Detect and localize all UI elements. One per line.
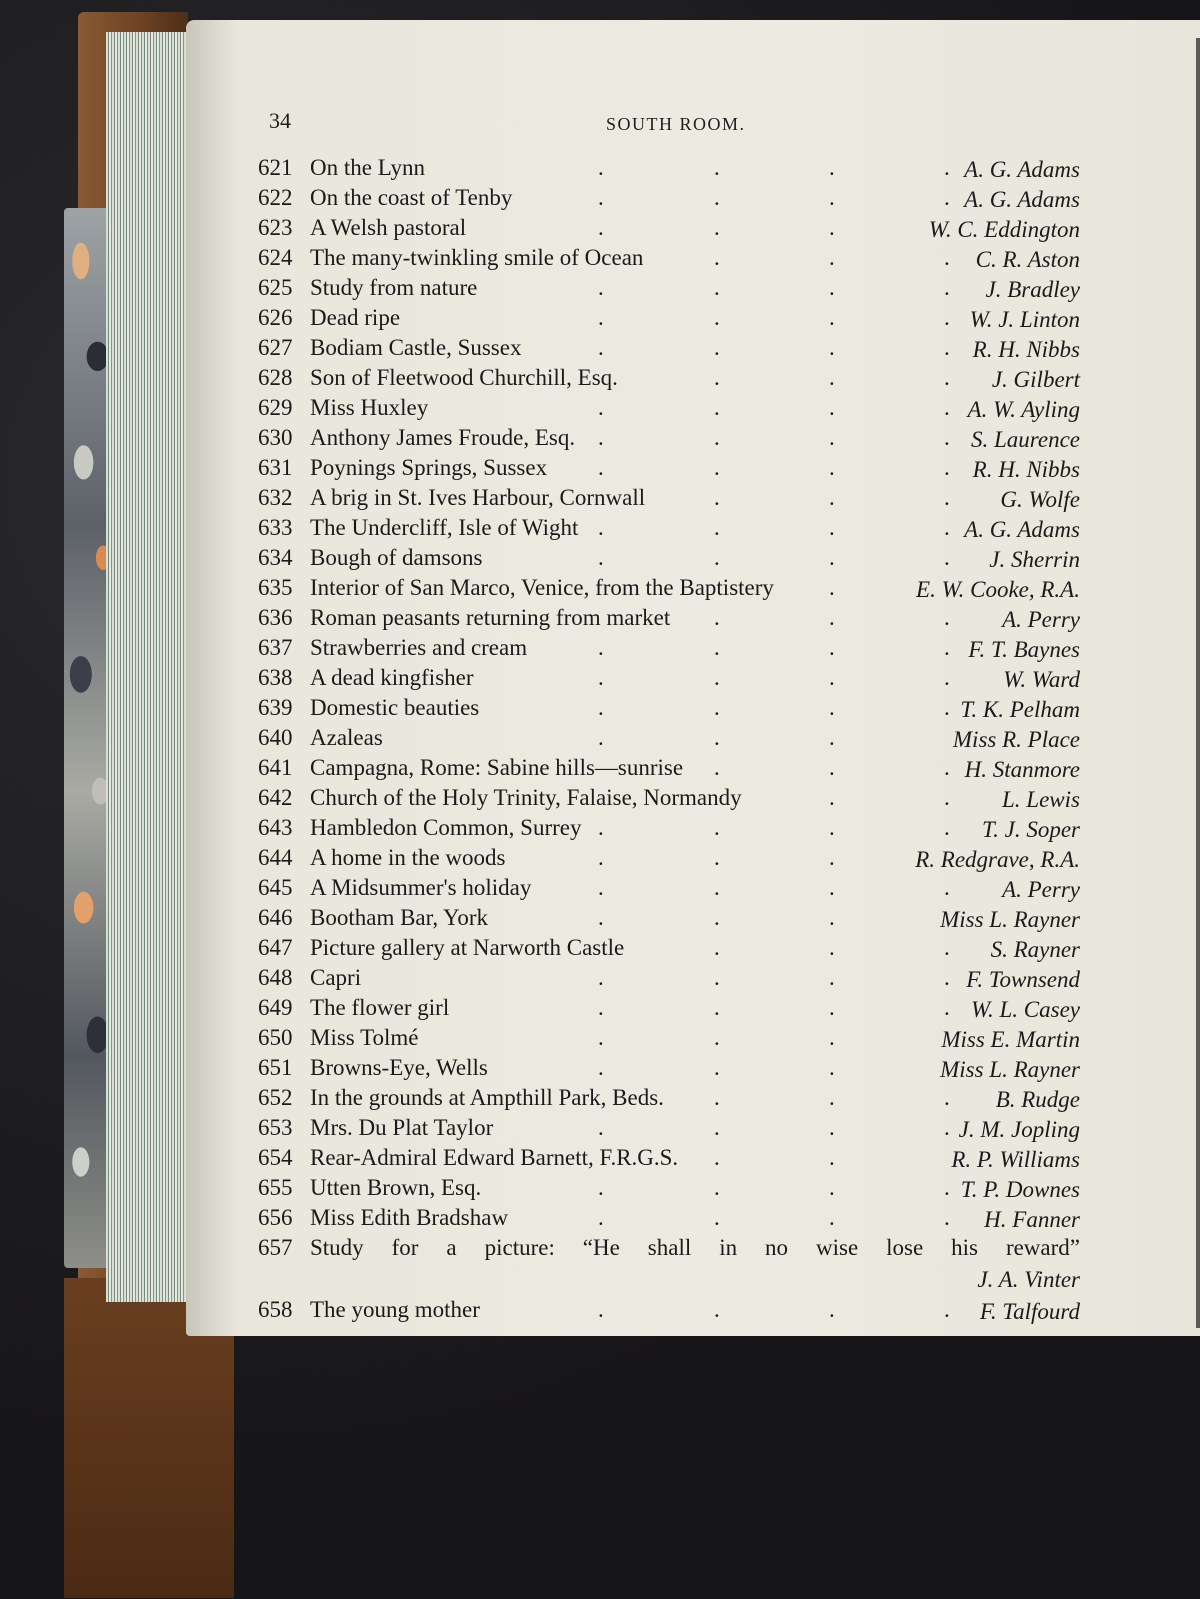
entry-number: 639 (258, 695, 293, 720)
leader-dot: . (944, 815, 950, 840)
catalogue-entry (258, 813, 1080, 843)
catalogue-entry (258, 423, 1080, 453)
leader-dot: . (829, 275, 835, 300)
leader-dot: . (829, 215, 835, 240)
leader-dot: . (944, 1115, 950, 1140)
catalogue-entry (258, 1173, 1080, 1203)
leader-dot: . (829, 725, 835, 750)
entry-number: 635 (258, 575, 293, 600)
entry-title: Capri (310, 965, 362, 990)
leader-dot: . (829, 995, 835, 1020)
entry-number: 647 (258, 935, 293, 960)
leader-dot: . (714, 725, 720, 750)
entry-artist: W. L. Casey (970, 997, 1080, 1022)
entry-number: 651 (258, 1055, 293, 1080)
entry-number: 634 (258, 545, 293, 570)
entry-title: Mrs. Du Plat Taylor (310, 1115, 494, 1140)
entry-number: 644 (258, 845, 293, 870)
leader-dot: . (598, 845, 604, 870)
catalogue-entry (258, 333, 1080, 363)
leader-dot: . (714, 965, 720, 990)
catalogue-entry (258, 573, 1080, 603)
leader-dot: . (598, 695, 604, 720)
leader-dot: . (829, 515, 835, 540)
leader-dot: . (714, 635, 720, 660)
entry-number: 650 (258, 1025, 293, 1050)
entry-artist: F. T. Baynes (968, 637, 1080, 662)
leader-dot: . (944, 155, 950, 180)
leader-dot: . (714, 875, 720, 900)
leader-dot: . (714, 755, 720, 780)
catalogue-entry (258, 243, 1080, 273)
leader-dot: . (829, 485, 835, 510)
gutter-shadow (1196, 38, 1200, 1328)
leader-dot: . (944, 335, 950, 360)
leader-dot: . (598, 215, 604, 240)
catalogue-entry (258, 723, 1080, 753)
leader-dot: . (829, 575, 835, 600)
page-number: 34 (269, 108, 291, 133)
leader-dot: . (598, 725, 604, 750)
entry-artist: J. Sherrin (989, 547, 1080, 572)
entry-title: Poynings Springs, Sussex (310, 455, 548, 480)
entry-number: 652 (258, 1085, 293, 1110)
entry-number: 642 (258, 785, 293, 810)
entry-artist: A. G. Adams (964, 187, 1080, 212)
entry-title: Rear-Admiral Edward Barnett, F.R.G.S. (310, 1145, 679, 1170)
leader-dot: . (944, 365, 950, 390)
leader-dot: . (714, 995, 720, 1020)
entry-artist: A. Perry (1002, 607, 1080, 632)
catalogue-entry (258, 153, 1080, 183)
entry-title: Anthony James Froude, Esq. (310, 425, 576, 450)
entry-number: 622 (258, 185, 293, 210)
entry-title: Church of the Holy Trinity, Falaise, Normandy (310, 785, 742, 810)
leader-dot: . (944, 545, 950, 570)
entry-artist: A. W. Ayling (967, 397, 1080, 422)
entry-artist: A. Perry (1002, 877, 1080, 902)
leader-dot: . (598, 185, 604, 210)
leader-dot: . (714, 845, 720, 870)
leader-dot: . (944, 1085, 950, 1110)
entry-artist: T. K. Pelham (960, 697, 1080, 722)
leader-dot: . (829, 395, 835, 420)
leader-dot: . (944, 485, 950, 510)
entry-title: Interior of San Marco, Venice, from the Baptistery (310, 575, 774, 600)
leader-dot: . (714, 935, 720, 960)
leader-dot: . (714, 1175, 720, 1200)
catalogue-entry (258, 303, 1080, 333)
entry-number: 640 (258, 725, 293, 750)
leader-dot: . (829, 635, 835, 660)
entry-title: Strawberries and cream (310, 635, 528, 660)
running-head: SOUTH ROOM. (606, 114, 746, 134)
entry-artist: W. C. Eddington (928, 217, 1080, 242)
leader-dot: . (714, 395, 720, 420)
entry-number: 621 (258, 155, 293, 180)
catalogue-entry (258, 1295, 1080, 1325)
catalogue-entry (258, 273, 1080, 303)
entry-number: 631 (258, 455, 293, 480)
leader-dot: . (829, 1297, 835, 1322)
entry-number: 624 (258, 245, 293, 270)
entry-artist: T. P. Downes (960, 1177, 1080, 1202)
leader-dot: . (598, 1205, 604, 1230)
catalogue-entry (258, 933, 1080, 963)
leader-dot: . (944, 635, 950, 660)
leader-dot: . (598, 395, 604, 420)
leader-dot: . (829, 695, 835, 720)
leader-dot: . (944, 1297, 950, 1322)
catalogue-entry (258, 633, 1080, 663)
leader-dot: . (598, 425, 604, 450)
leader-dot: . (598, 635, 604, 660)
entry-title: A Midsummer's holiday (310, 875, 532, 900)
leader-dot: . (714, 815, 720, 840)
leader-dot: . (829, 425, 835, 450)
entry-artist: J. A. Vinter (977, 1267, 1080, 1292)
catalogue-entry (258, 1203, 1080, 1233)
catalogue-entry (258, 1083, 1080, 1113)
entry-title: Miss Huxley (310, 395, 429, 420)
entry-title: On the Lynn (310, 155, 425, 180)
entry-title: On the coast of Tenby (310, 185, 513, 210)
leader-dot: . (829, 1055, 835, 1080)
entry-title: Miss Edith Bradshaw (310, 1205, 509, 1230)
leader-dot: . (829, 1145, 835, 1170)
entry-title: Domestic beauties (310, 695, 480, 720)
catalogue-entry (258, 963, 1080, 993)
leader-dot: . (714, 1085, 720, 1110)
catalogue-entry (258, 213, 1080, 243)
leader-dot: . (944, 515, 950, 540)
entry-title: Bough of damsons (310, 545, 483, 570)
entry-artist: J. Gilbert (991, 367, 1080, 392)
leader-dot: . (714, 1055, 720, 1080)
entry-number: 641 (258, 755, 293, 780)
leader-dot: . (598, 1055, 604, 1080)
leader-dot: . (829, 935, 835, 960)
leader-dot: . (714, 665, 720, 690)
leader-dot: . (714, 155, 720, 180)
entry-artist: A. G. Adams (964, 517, 1080, 542)
entry-number: 626 (258, 305, 293, 330)
catalogue-entry (258, 1023, 1080, 1053)
catalogue-entry (258, 183, 1080, 213)
entry-title: In the grounds at Ampthill Park, Beds. (310, 1085, 664, 1110)
entry-number: 646 (258, 905, 293, 930)
leader-dot: . (598, 995, 604, 1020)
entry-title: The flower girl (310, 995, 450, 1020)
catalogue-entry (258, 1143, 1080, 1173)
entry-number: 655 (258, 1175, 293, 1200)
leader-dot: . (829, 305, 835, 330)
leader-dot: . (598, 335, 604, 360)
entry-artist: Miss L. Rayner (940, 907, 1080, 932)
catalogue-entry (258, 453, 1080, 483)
entry-artist: A. G. Adams (964, 157, 1080, 182)
catalogue-entry (258, 483, 1080, 513)
leader-dot: . (598, 965, 604, 990)
entry-artist: L. Lewis (1002, 787, 1080, 812)
entry-artist: H. Fanner (984, 1207, 1080, 1232)
entry-title: Study from nature (310, 275, 478, 300)
entry-title: Picture gallery at Narworth Castle (310, 935, 625, 960)
entry-number: 657 (258, 1235, 293, 1260)
leader-dot: . (944, 785, 950, 810)
leader-dot: . (829, 815, 835, 840)
entry-title: A home in the woods (310, 845, 506, 870)
leader-dot: . (944, 755, 950, 780)
entry-number: 628 (258, 365, 293, 390)
catalogue-entries (258, 153, 1080, 1325)
leader-dot: . (829, 335, 835, 360)
catalogue-entry (258, 753, 1080, 783)
catalogue-entry (258, 543, 1080, 573)
entry-artist: J. M. Jopling (958, 1117, 1080, 1142)
catalogue-entry (258, 603, 1080, 633)
leader-dot: . (714, 455, 720, 480)
leader-dot: . (829, 785, 835, 810)
leader-dot: . (714, 905, 720, 930)
catalogue-entry (258, 393, 1080, 423)
leader-dot: . (944, 395, 950, 420)
leader-dot: . (598, 155, 604, 180)
entry-artist: Miss L. Rayner (940, 1057, 1080, 1082)
leader-dot: . (829, 245, 835, 270)
leader-dot: . (944, 185, 950, 210)
leader-dot: . (598, 665, 604, 690)
entry-title: Utten Brown, Esq. (310, 1175, 482, 1200)
entry-number: 633 (258, 515, 293, 540)
entry-number: 636 (258, 605, 293, 630)
entry-number: 658 (258, 1297, 293, 1322)
leader-dot: . (714, 425, 720, 450)
entry-title: Browns-Eye, Wells (310, 1055, 488, 1080)
entry-artist: G. Wolfe (1000, 487, 1080, 512)
leader-dot: . (598, 275, 604, 300)
entry-title: Bootham Bar, York (310, 905, 488, 930)
entry-artist: W. J. Linton (969, 307, 1080, 332)
entry-title: A Welsh pastoral (310, 215, 467, 240)
leader-dot: . (944, 605, 950, 630)
entry-artist: B. Rudge (995, 1087, 1080, 1112)
entry-artist: F. Talfourd (979, 1299, 1080, 1324)
leader-dot: . (598, 905, 604, 930)
page-edges (106, 32, 198, 1302)
entry-artist: Miss E. Martin (941, 1027, 1080, 1052)
entry-title: Roman peasants returning from market (310, 605, 671, 630)
entry-artist: Miss R. Place (952, 727, 1080, 752)
entry-number: 654 (258, 1145, 293, 1170)
leader-dot: . (598, 1115, 604, 1140)
leader-dot: . (944, 455, 950, 480)
leader-dot: . (829, 545, 835, 570)
leader-dot: . (944, 275, 950, 300)
entry-artist: R. P. Williams (951, 1147, 1080, 1172)
entry-number: 625 (258, 275, 293, 300)
entry-number: 632 (258, 485, 293, 510)
entry-artist: E. W. Cooke, R.A. (916, 577, 1080, 602)
leader-dot: . (944, 665, 950, 690)
leader-dot: . (829, 365, 835, 390)
leader-dot: . (829, 1175, 835, 1200)
leader-dot: . (714, 335, 720, 360)
entry-title: Hambledon Common, Surrey (310, 815, 582, 840)
entry-title: The Undercliff, Isle of Wight (310, 515, 579, 540)
leader-dot: . (598, 1025, 604, 1050)
entry-title: A brig in St. Ives Harbour, Cornwall (310, 485, 646, 510)
leader-dot: . (829, 1025, 835, 1050)
entry-number: 649 (258, 995, 293, 1020)
entry-artist: R. H. Nibbs (972, 457, 1080, 482)
entry-number: 630 (258, 425, 293, 450)
leader-dot: . (829, 605, 835, 630)
catalogue-entry (258, 1233, 1080, 1295)
entry-artist: J. Bradley (985, 277, 1080, 302)
leader-dot: . (598, 1297, 604, 1322)
entry-title: Bodiam Castle, Sussex (310, 335, 522, 360)
catalogue-entry (258, 993, 1080, 1023)
leader-dot: . (714, 605, 720, 630)
entry-artist: R. Redgrave, R.A. (915, 847, 1080, 872)
leader-dot: . (944, 695, 950, 720)
catalogue-entry (258, 873, 1080, 903)
catalogue-entry (258, 843, 1080, 873)
leader-dot: . (944, 995, 950, 1020)
leader-dot: . (944, 965, 950, 990)
catalogue-entry (258, 513, 1080, 543)
leader-dot: . (598, 875, 604, 900)
entry-artist: R. H. Nibbs (972, 337, 1080, 362)
leader-dot: . (944, 875, 950, 900)
leader-dot: . (714, 1205, 720, 1230)
entry-title: Campagna, Rome: Sabine hills—sunrise (310, 755, 684, 780)
entry-number: 656 (258, 1205, 293, 1230)
catalogue-entry (258, 1053, 1080, 1083)
entry-artist: S. Laurence (970, 427, 1080, 452)
leader-dot: . (829, 875, 835, 900)
entry-artist: T. J. Soper (982, 817, 1080, 842)
leader-dot: . (829, 965, 835, 990)
leader-dot: . (714, 365, 720, 390)
entry-number: 623 (258, 215, 293, 240)
leader-dot: . (714, 545, 720, 570)
entry-title: Study for a picture: “He shall in no wise lose his reward” (310, 1235, 1080, 1260)
leader-dot: . (944, 935, 950, 960)
leader-dot: . (598, 1175, 604, 1200)
entry-number: 648 (258, 965, 293, 990)
leader-dot: . (714, 515, 720, 540)
leader-dot: . (598, 455, 604, 480)
entry-number: 627 (258, 335, 293, 360)
catalogue-entry (258, 693, 1080, 723)
leader-dot: . (714, 305, 720, 330)
leader-dot: . (944, 245, 950, 270)
leader-dot: . (598, 305, 604, 330)
leader-dot: . (714, 1025, 720, 1050)
leader-dot: . (944, 1205, 950, 1230)
leader-dot: . (598, 815, 604, 840)
leader-dot: . (598, 545, 604, 570)
leader-dot: . (714, 275, 720, 300)
entry-artist: C. R. Aston (975, 247, 1080, 272)
leader-dot: . (829, 755, 835, 780)
catalogue-entry (258, 1113, 1080, 1143)
leader-dot: . (714, 1297, 720, 1322)
entry-number: 643 (258, 815, 293, 840)
entry-artist: H. Stanmore (964, 757, 1080, 782)
leader-dot: . (829, 185, 835, 210)
entry-artist: W. Ward (1003, 667, 1080, 692)
entry-title: Miss Tolmé (310, 1025, 419, 1050)
leader-dot: . (714, 215, 720, 240)
leader-dot: . (944, 425, 950, 450)
leader-dot: . (829, 905, 835, 930)
leader-dot: . (829, 665, 835, 690)
leader-dot: . (829, 1205, 835, 1230)
entry-title: The young mother (310, 1297, 480, 1322)
leader-dot: . (714, 1115, 720, 1140)
entry-title: The many-twinkling smile of Ocean (310, 245, 644, 270)
leader-dot: . (944, 1175, 950, 1200)
leader-dot: . (714, 695, 720, 720)
leader-dot: . (714, 245, 720, 270)
entry-number: 637 (258, 635, 293, 660)
catalogue-entry (258, 663, 1080, 693)
leader-dot: . (714, 185, 720, 210)
catalogue-entry (258, 783, 1080, 813)
entry-number: 629 (258, 395, 293, 420)
entry-title: Son of Fleetwood Churchill, Esq. (310, 365, 618, 390)
leader-dot: . (829, 155, 835, 180)
leader-dot: . (714, 485, 720, 510)
leader-dot: . (829, 1115, 835, 1140)
catalogue-entry (258, 903, 1080, 933)
leader-dot: . (598, 515, 604, 540)
entry-title: A dead kingfisher (310, 665, 474, 690)
entry-number: 638 (258, 665, 293, 690)
entry-number: 653 (258, 1115, 293, 1140)
entry-title: Dead ripe (310, 305, 401, 330)
leader-dot: . (829, 1085, 835, 1110)
catalogue-entry (258, 363, 1080, 393)
entry-title: Azaleas (310, 725, 383, 750)
leader-dot: . (829, 845, 835, 870)
entry-artist: F. Townsend (966, 967, 1080, 992)
entry-number: 645 (258, 875, 293, 900)
leader-dot: . (714, 1145, 720, 1170)
leader-dot: . (944, 305, 950, 330)
entry-artist: S. Rayner (990, 937, 1080, 962)
leader-dot: . (829, 455, 835, 480)
